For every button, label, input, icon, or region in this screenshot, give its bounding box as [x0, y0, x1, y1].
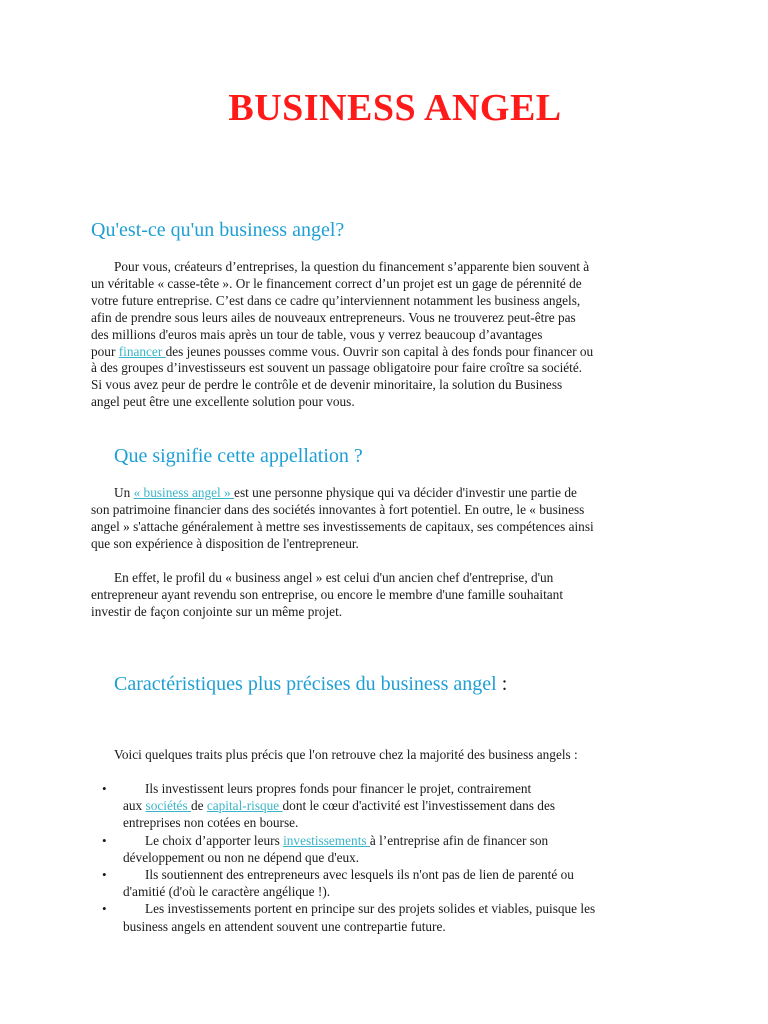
section-heading-appellation: Que signifie cette appellation ?	[114, 445, 363, 467]
text-fragment: aux	[123, 798, 146, 814]
list-item	[91, 866, 691, 900]
capital-risque-link[interactable]: capital-risque	[206, 798, 283, 814]
text-line: angel » s'attache généralement à mettre ses investissements de capitaux, ses compétences ainsi	[91, 518, 594, 534]
document-title: BUSINESS ANGEL	[228, 87, 562, 129]
text-line: entreprises non cotées en bourse.	[123, 815, 299, 831]
bullet-icon: •	[102, 781, 107, 796]
text-line: angel peut être une excellente solution pour vous.	[91, 394, 355, 410]
definition-paragraph	[91, 485, 691, 553]
traits-intro	[91, 747, 691, 764]
text-line: à des groupes d’investisseurs est souvent un passage obligatoire pour faire croître sa société.	[91, 360, 583, 376]
intro-paragraph	[91, 259, 691, 411]
text-line: Voici quelques traits plus précis que l'on retrouve chez la majorité des business angels :	[114, 747, 578, 762]
heading-colon: :	[496, 673, 508, 695]
text-line: développement ou non ne dépend que d'eux.	[123, 849, 360, 865]
text-line: Ils investissent leurs propres fonds pour financer le projet, contrairement	[145, 781, 532, 796]
section-heading-characteristics	[114, 673, 507, 696]
text-line: que son expérience à disposition de l'entrepreneur.	[91, 535, 359, 551]
text-line: business angels en attendent souvent une contrepartie future.	[123, 918, 446, 934]
text-fragment: Un	[114, 485, 134, 500]
section-heading-definition: Qu'est-ce qu'un business angel?	[91, 219, 345, 241]
text-line: entrepreneur ayant revendu son entreprise, ou encore le membre d'une famille souhaitant	[91, 586, 564, 602]
text-line: Les investissements portent en principe sur des projets solides et viables, puisque les	[145, 901, 596, 917]
profile-paragraph	[91, 570, 691, 621]
text-fragment: de	[190, 798, 207, 814]
text-line: Ils soutiennent des entrepreneurs avec lesquels ils n'ont pas de lien de parenté ou	[145, 867, 574, 883]
text-line: son patrimoine financier dans des sociétés innovantes à fort potentiel. En outre, le « business	[91, 501, 585, 517]
list-item	[91, 900, 691, 934]
bullet-icon: •	[102, 867, 107, 883]
text-fragment: des jeunes pousses comme vous. Ouvrir son capital à des fonds pour financer ou	[165, 343, 594, 359]
traits-list	[91, 780, 691, 935]
text-line: des millions d'euros mais après un tour de table, vous y verrez beaucoup d’avantages	[91, 326, 543, 342]
list-item	[91, 780, 691, 832]
text-line: Si vous avez peur de perdre le contrôle et de devenir minoritaire, la solution du Business	[91, 377, 563, 393]
financer-link[interactable]: financer	[118, 343, 166, 359]
text-line: En effet, le profil du « business angel » est celui d'un ancien chef d'entreprise, d'un	[114, 570, 554, 585]
investissements-link[interactable]: investissements	[283, 832, 370, 848]
bullet-icon: •	[102, 832, 107, 848]
text-line: investir de façon conjointe sur un même projet.	[91, 603, 343, 619]
text-line: Pour vous, créateurs d’entreprises, la question du financement s’apparente bien souvent à	[114, 259, 590, 274]
text-line: d'amitié (d'où le caractère angélique !).	[123, 884, 331, 900]
text-fragment: est une personne physique qui va décider d'investir une partie de	[234, 485, 577, 500]
text-fragment: à l’entreprise afin de financer son	[369, 832, 549, 848]
business-angel-link[interactable]: « business angel »	[133, 485, 235, 500]
text-fragment: Le choix d’apporter leurs	[145, 832, 284, 848]
text-line: afin de prendre sous leurs ailes de nouveaux entrepreneurs. Vous ne trouverez peut-être pas	[91, 309, 576, 325]
text-fragment: dont le cœur d'activité est l'investissement dans des	[282, 798, 556, 814]
text-line: un véritable « casse-tête ». Or le financement correct d’un projet est un gage de pérennité de	[91, 275, 582, 291]
text-fragment: pour	[91, 343, 119, 359]
bullet-icon: •	[102, 901, 107, 917]
heading-text: Caractéristiques plus précises du business angel	[114, 673, 497, 695]
societes-link[interactable]: sociétés	[145, 798, 191, 814]
text-line: votre future entreprise. C’est dans ce cadre qu’interviennent notamment les business angels,	[91, 292, 581, 308]
list-item	[91, 832, 691, 866]
